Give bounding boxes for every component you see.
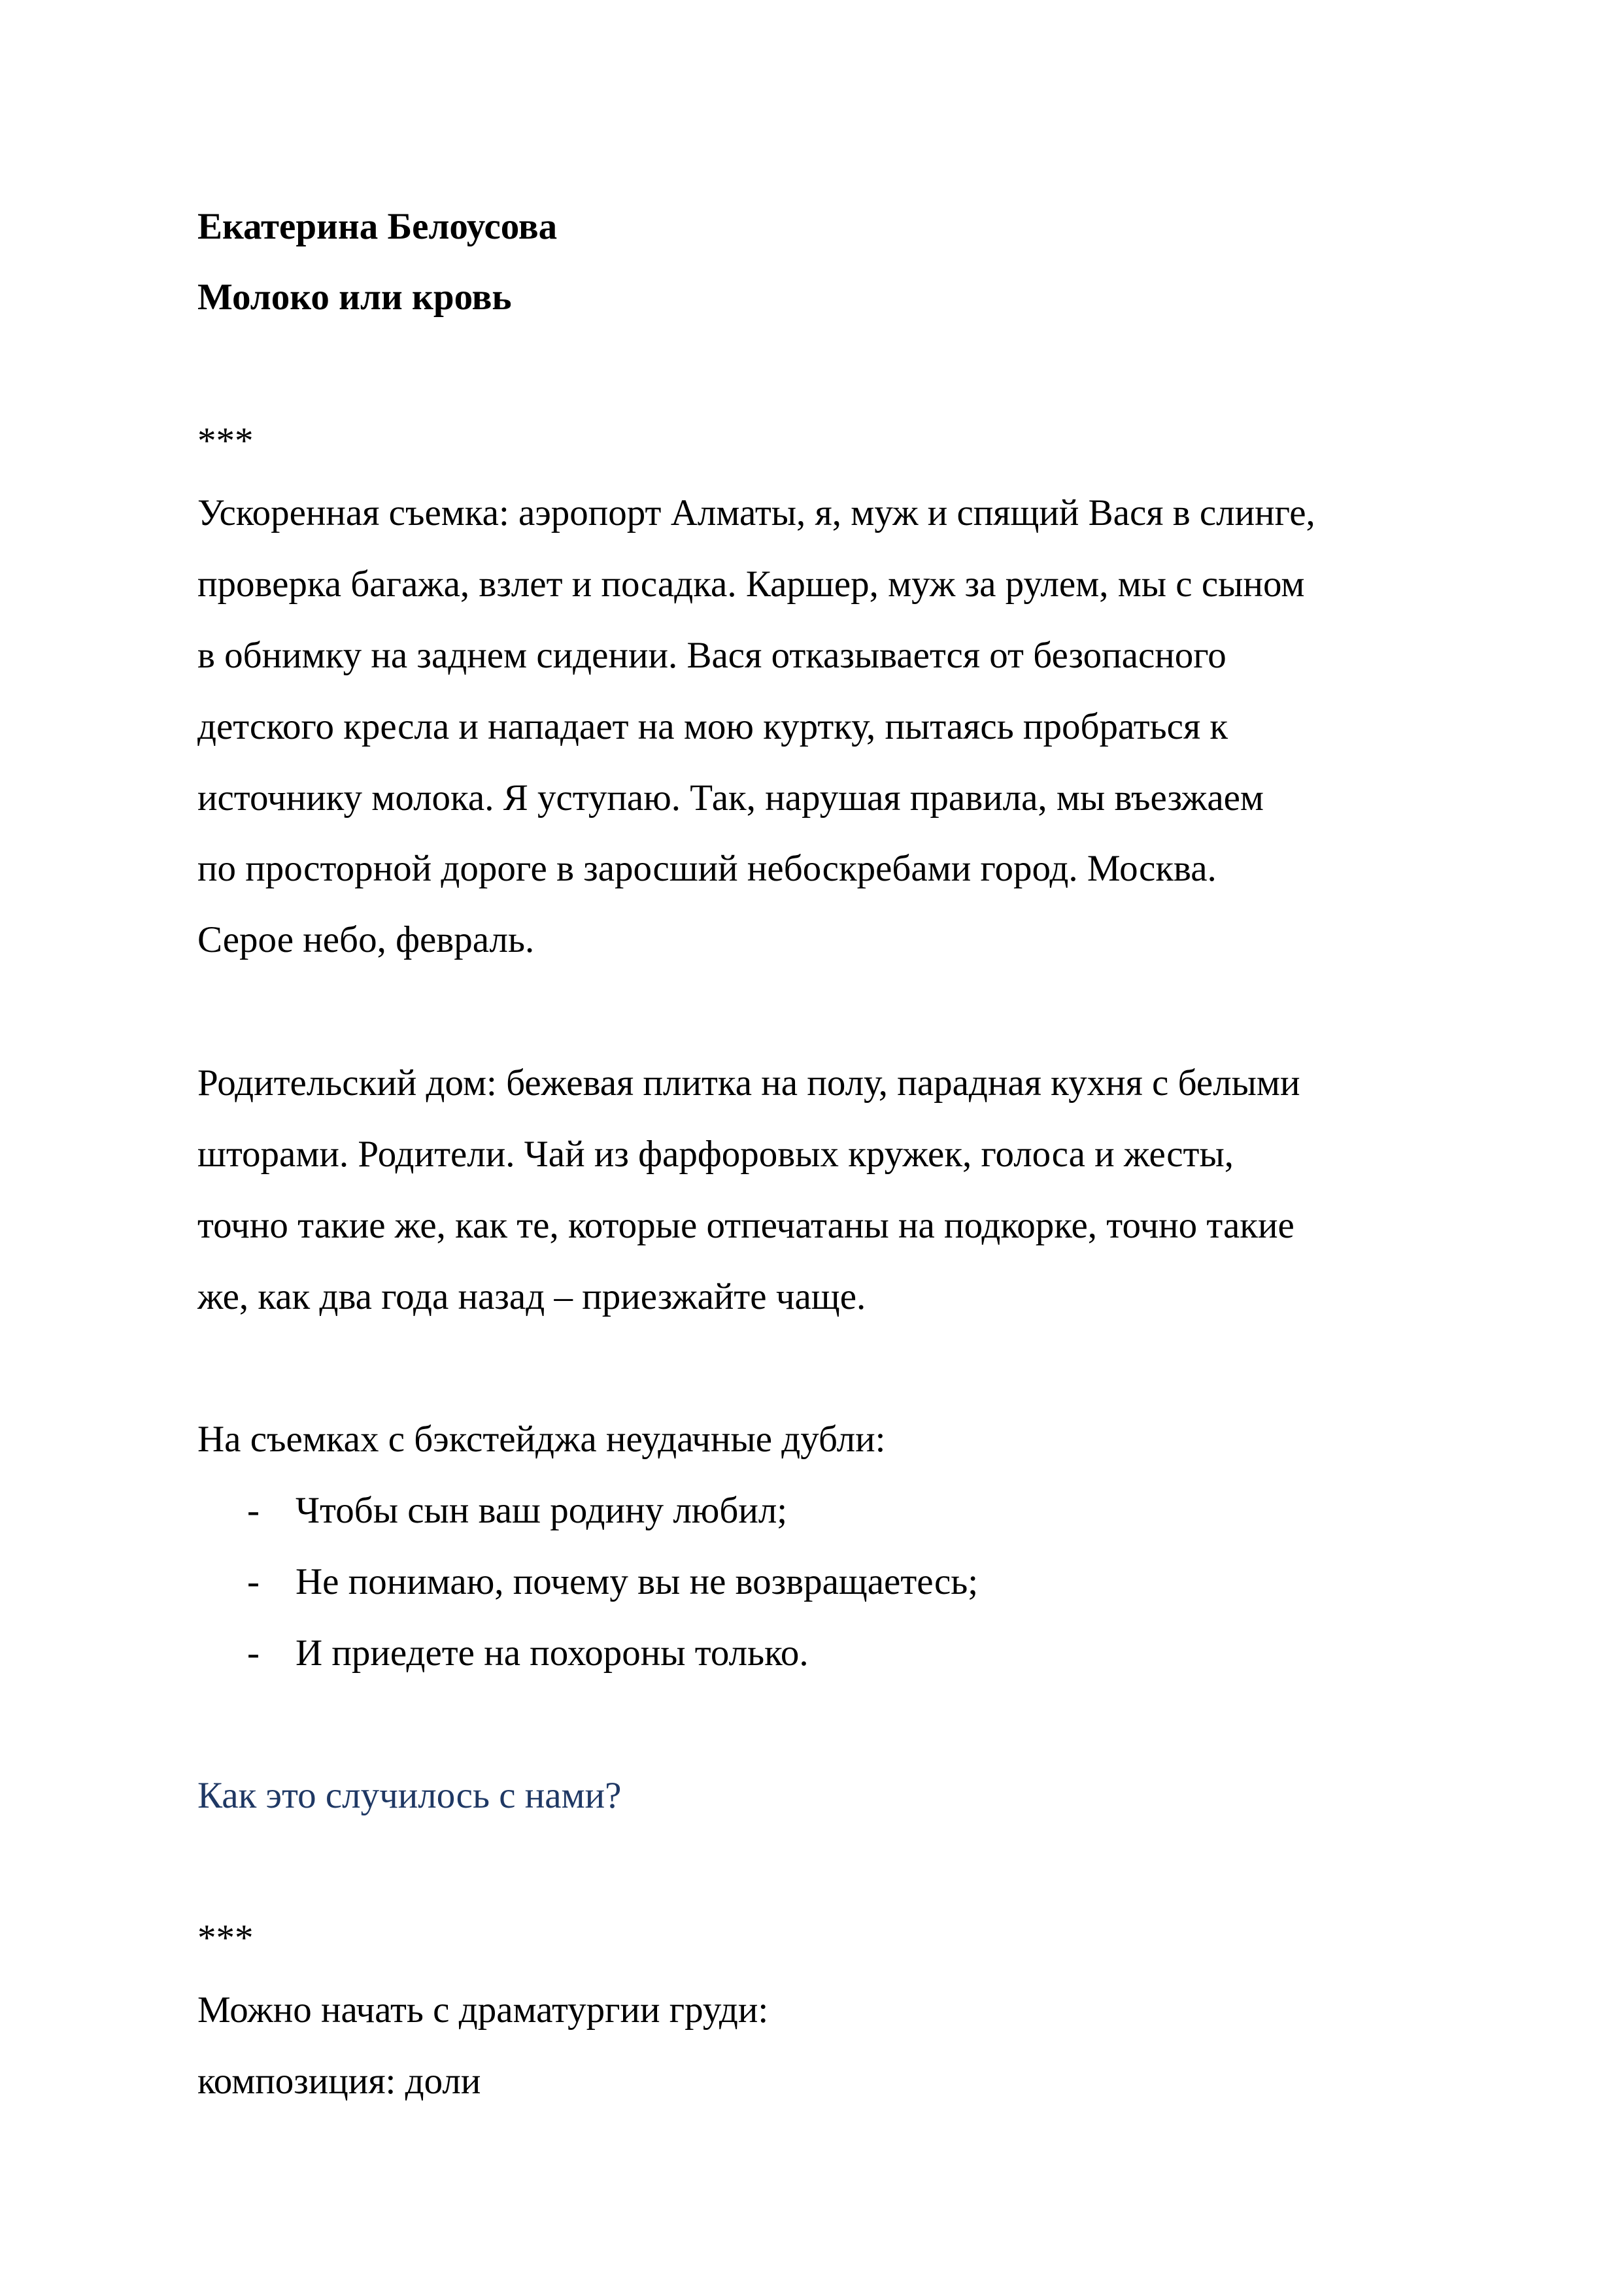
paragraph-line: шторами. Родители. Чай из фарфоровых кружек, голоса и жесты, — [197, 1134, 1234, 1175]
paragraph-line: по просторной дороге в заросший небоскребами город. Москва. — [197, 848, 1217, 889]
paragraph-line: точно такие же, как те, которые отпечатаны на подкорке, точно такие — [197, 1205, 1294, 1246]
list-item: И приедете на похороны только. — [296, 1632, 809, 1674]
paragraph-line: Можно начать с драматургии груди: — [197, 1989, 769, 2031]
paragraph-line: же, как два года назад – приезжайте чаще. — [197, 1276, 866, 1317]
list-intro: На съемках с бэкстейджа неудачные дубли: — [197, 1419, 886, 1460]
list-bullet: - — [247, 1490, 260, 1531]
paragraph-line: Серое небо, февраль. — [197, 919, 535, 960]
section-separator: *** — [197, 1917, 254, 1959]
list-bullet: - — [247, 1561, 260, 1602]
paragraph-line: детского кресла и нападает на мою куртку, пытаясь пробраться к — [197, 706, 1228, 747]
section-separator: *** — [197, 420, 254, 462]
list-bullet: - — [247, 1632, 260, 1674]
paragraph-line: композиция: доли — [197, 2061, 481, 2102]
paragraph-line: проверка багажа, взлет и посадка. Каршер, муж за рулем, мы с сыном — [197, 564, 1305, 605]
paragraph-line: источнику молока. Я уступаю. Так, нарушая правила, мы въезжаем — [197, 777, 1264, 818]
paragraph-line: в обнимку на заднем сидении. Вася отказывается от безопасного — [197, 635, 1226, 676]
paragraph-line: Родительский дом: бежевая плитка на полу, парадная кухня с белыми — [197, 1062, 1300, 1104]
question-line: Как это случилось с нами? — [197, 1775, 622, 1816]
document-title: Молоко или кровь — [197, 277, 512, 318]
list-item: Чтобы сын ваш родину любил; — [296, 1490, 788, 1531]
author-name: Екатерина Белоусова — [197, 206, 558, 247]
list-item: Не понимаю, почему вы не возвращаетесь; — [296, 1561, 979, 1602]
paragraph-line: Ускоренная съемка: аэропорт Алматы, я, муж и спящий Вася в слинге, — [197, 492, 1315, 533]
